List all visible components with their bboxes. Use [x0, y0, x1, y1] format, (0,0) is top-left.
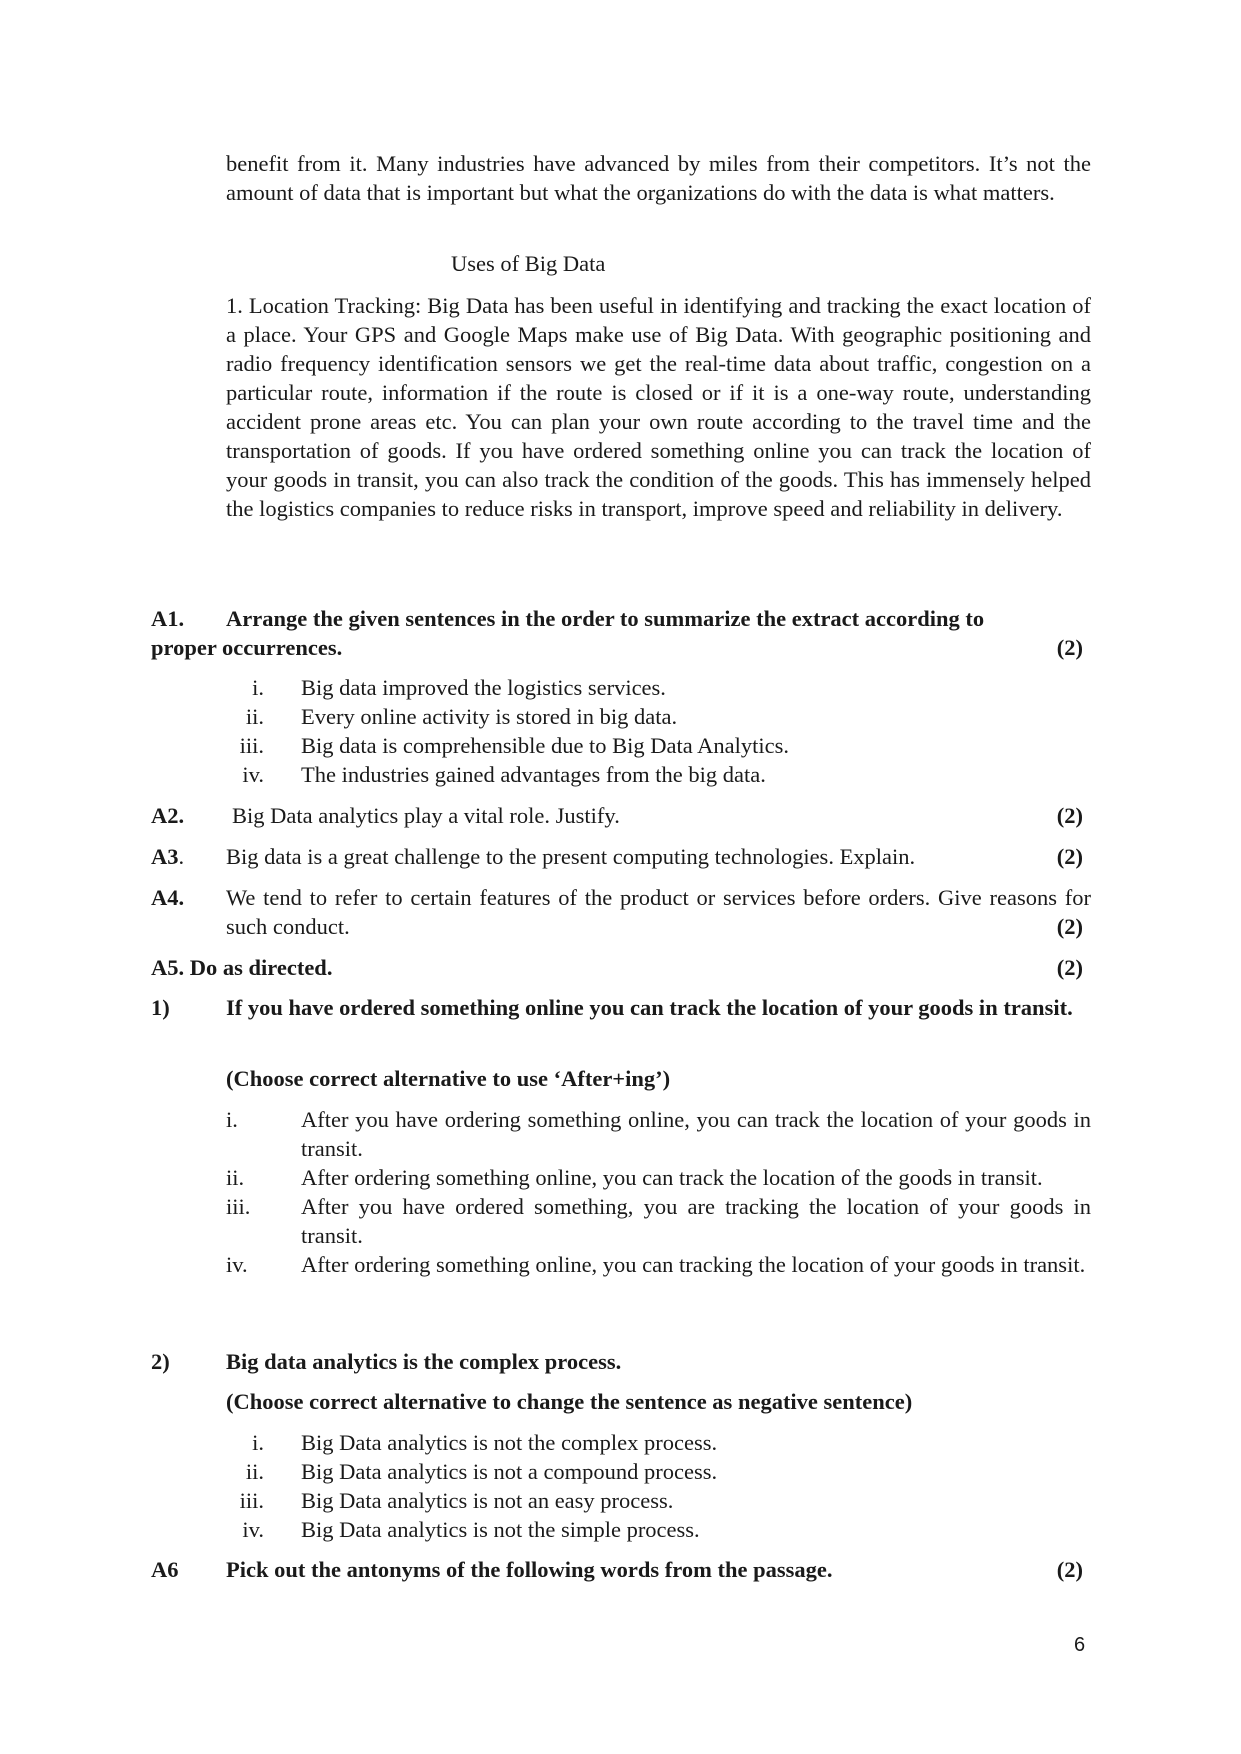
- subquestion-2-options: [226, 1428, 1091, 1544]
- question-a2: [151, 801, 1091, 830]
- subquestion-1-instruction-row: [151, 1064, 1091, 1093]
- question-a5: [151, 953, 1091, 982]
- question-a4: [151, 883, 1091, 941]
- question-a3-number: A3.: [151, 844, 185, 869]
- question-a6-text: Pick out the antonyms of the following words from the passage.: [226, 1557, 833, 1582]
- list-item: iv. Big Data analytics is not the simple process.: [242, 1517, 700, 1542]
- section-heading: Uses of Big Data: [451, 251, 606, 276]
- question-a6: [151, 1555, 1091, 1584]
- question-a3: [151, 842, 1091, 871]
- location-tracking-paragraph: 1. Location Tracking: Big Data has been useful in identifying and tracking the exact location of a place. Your GPS and Google Maps make use of Big Data. With geographic positioning and radio frequency identification sensors we get the real-time data about traffic, congestion on a particular route, information if the route is closed or if it is a one-way route, understanding accident prone areas etc. You can plan your own route according to the travel time and the transportation of goods. If you have ordered something online you can track the location of your goods in transit, you can also track the condition of the goods. This has immensely helped the logistics companies to reduce risks in transport, improve speed and reliability in delivery.: [226, 293, 1091, 521]
- list-item: iii. Big data is comprehensible due to Big Data Analytics.: [239, 733, 790, 758]
- list-item: iv. After ordering something online, you can tracking the location of your goods in transit.: [226, 1252, 1086, 1277]
- question-a1-line2: proper occurrences.: [151, 635, 343, 660]
- list-item: iii. After you have ordered something, you are tracking the location of your goods in transit.: [226, 1194, 1091, 1248]
- list-item: i. After you have ordering something online, you can track the location of your goods in transit.: [226, 1107, 1091, 1161]
- list-item: iv. The industries gained advantages from the big data.: [242, 762, 766, 787]
- question-a2-number: A2.: [151, 803, 185, 828]
- list-item: iii. Big Data analytics is not an easy process.: [239, 1488, 674, 1513]
- subquestion-2: [151, 1347, 1091, 1376]
- question-a6-marks: (2): [1056, 1557, 1083, 1582]
- subquestion-1-text: If you have ordered something online you can track the location of your goods in transit.: [226, 995, 1073, 1020]
- list-item: ii. After ordering something online, you can track the location of the goods in transit.: [226, 1165, 1043, 1190]
- question-a2-marks: (2): [1056, 803, 1083, 828]
- question-a6-number: A6: [151, 1557, 179, 1582]
- question-a4-text: We tend to refer to certain features of the product or services before orders. Give reasons for such conduct.: [226, 885, 1091, 939]
- page-number: 6: [1074, 1634, 1086, 1656]
- question-a3-marks: (2): [1056, 844, 1083, 869]
- question-a4-marks: (2): [1056, 914, 1083, 939]
- question-a5-marks: (2): [1056, 955, 1083, 980]
- subquestion-1-number: 1): [151, 995, 170, 1020]
- subquestion-2-instruction-row: [151, 1387, 1091, 1416]
- list-item: i. Big data improved the logistics services.: [252, 675, 666, 700]
- question-a1-cont: [151, 633, 1091, 662]
- question-a1-number: A1.: [151, 606, 185, 631]
- intro-paragraph: benefit from it. Many industries have advanced by miles from their competitors. It’s not the amount of data that is important but what the organizations do with the data is what matters.: [226, 151, 1091, 205]
- list-item: i. Big Data analytics is not the complex process.: [252, 1430, 718, 1455]
- question-a5-label: A5. Do as directed.: [151, 955, 333, 980]
- question-a1-marks: (2): [1056, 635, 1083, 660]
- subquestion-1-options: [226, 1105, 1091, 1279]
- question-a1-line1: Arrange the given sentences in the order to summarize the extract according to: [226, 606, 985, 631]
- subquestion-1-instruction: (Choose correct alternative to use ‘After+ing’): [226, 1066, 671, 1091]
- question-a4-number: A4.: [151, 885, 185, 910]
- list-item: ii. Every online activity is stored in big data.: [245, 704, 678, 729]
- question-a2-text: Big Data analytics play a vital role. Justify.: [232, 803, 620, 828]
- subquestion-2-instruction: (Choose correct alternative to change the sentence as negative sentence): [226, 1389, 913, 1414]
- question-a1: [151, 604, 1091, 633]
- question-a3-text: Big data is a great challenge to the present computing technologies. Explain.: [226, 844, 916, 869]
- subquestion-2-text: Big data analytics is the complex process.: [226, 1349, 622, 1374]
- subquestion-1: [151, 993, 1091, 1022]
- list-item: ii. Big Data analytics is not a compound process.: [245, 1459, 718, 1484]
- subquestion-2-number: 2): [151, 1349, 170, 1374]
- question-a1-list: [226, 673, 1091, 789]
